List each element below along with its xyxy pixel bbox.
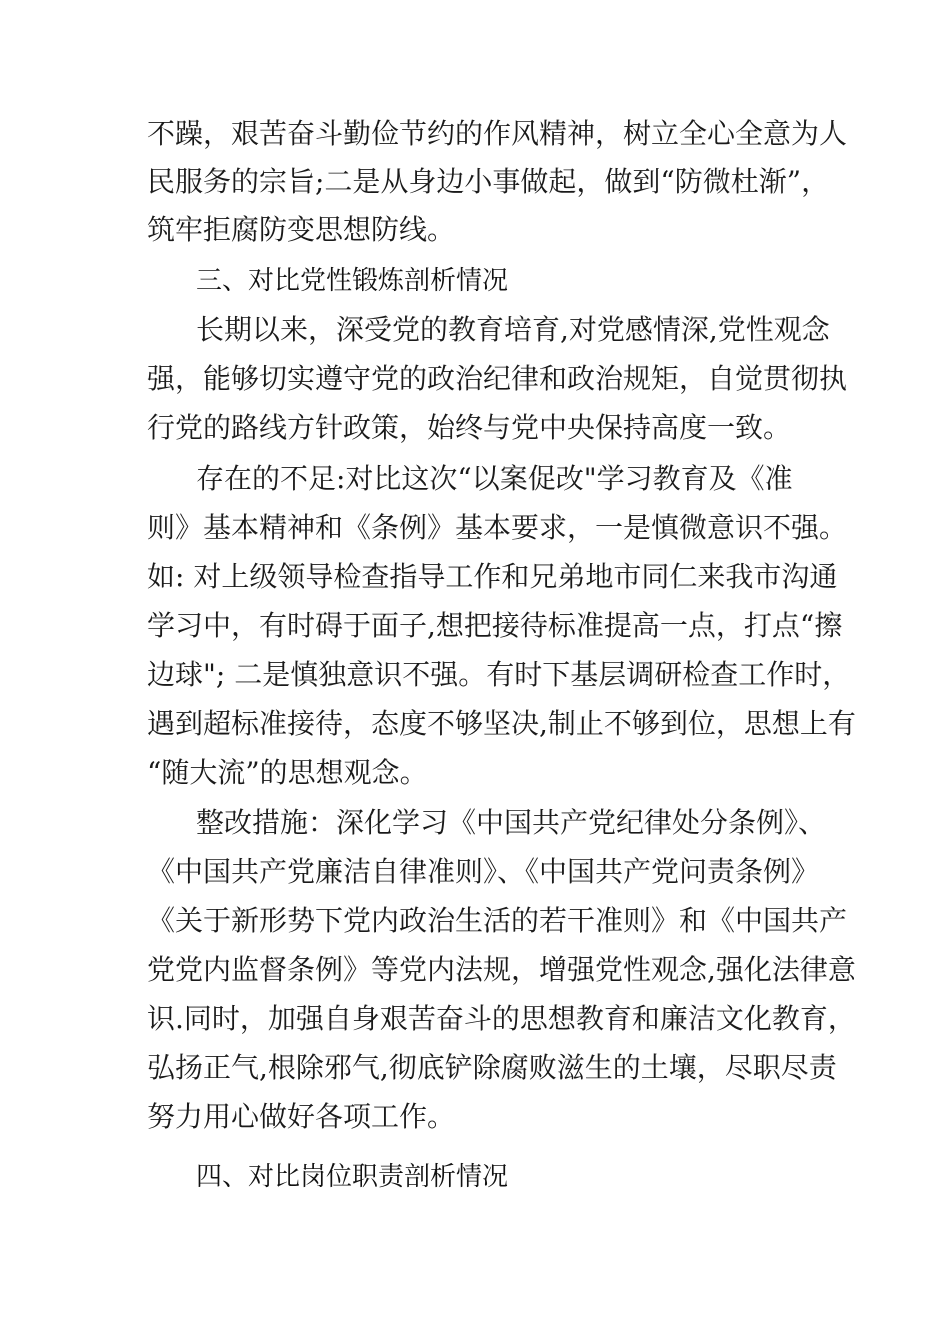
para3-line-7: “随大流”的思想观念。	[147, 756, 428, 789]
para4-line-5: 识.同时，加强自身艰苦奋斗的思想教育和廉洁文化教育，	[147, 1002, 856, 1035]
para3-line-2: 则》基本精神和《条例》基本要求，一是慎微意识不强。	[147, 511, 848, 544]
para3-line-4: 学习中，有时碍于面子,想把接待标准提高一点，打点“擦	[147, 609, 843, 642]
para3-line-5: 边球"; 二是慎独意识不强。有时下基层调研检查工作时，	[147, 658, 851, 691]
para4-line-7: 努力用心做好各项工作。	[147, 1100, 456, 1133]
para4-line-1: 整改措施：深化学习《中国共产党纪律处分条例》、	[196, 806, 827, 839]
section-heading-3: 三、对比党性锻炼剖析情况	[196, 266, 509, 296]
para4-line-6: 弘扬正气,根除邪气,彻底铲除腐败滋生的土壤，尽职尽责	[147, 1051, 837, 1084]
para2-line-3: 行党的路线方针政策，始终与党中央保持高度一致。	[147, 411, 792, 444]
para1-line-1: 不躁，艰苦奋斗勤俭节约的作风精神，树立全心全意为人	[147, 117, 848, 150]
para1-line-3: 筑牢拒腐防变思想防线。	[147, 213, 456, 246]
para4-line-4: 党党内监督条例》等党内法规，增强党性观念,强化法律意	[147, 953, 856, 986]
para3-line-1: 存在的不足:对比这次“以案促改"学习教育及《准	[196, 462, 793, 495]
para4-line-3: 《关于新形势下党内政治生活的若干准则》和《中国共产	[147, 904, 848, 937]
para1-line-2: 民服务的宗旨;二是从身边小事做起，做到“防微杜渐”，	[147, 165, 830, 198]
para2-line-2: 强，能够切实遵守党的政治纪律和政治规矩，自觉贯彻执	[147, 362, 848, 395]
para3-line-6: 遇到超标准接待，态度不够坚决,制止不够到位，思想上有	[147, 707, 856, 740]
section-heading-4: 四、对比岗位职责剖析情况	[196, 1162, 509, 1192]
para4-line-2: 《中国共产党廉洁自律准则》、《中国共产党问责条例》	[147, 855, 820, 888]
para2-line-1: 长期以来，深受党的教育培育,对党感情深,党性观念	[196, 313, 830, 346]
para3-line-3: 如: 对上级领导检查指导工作和兄弟地市同仁来我市沟通	[147, 560, 838, 593]
